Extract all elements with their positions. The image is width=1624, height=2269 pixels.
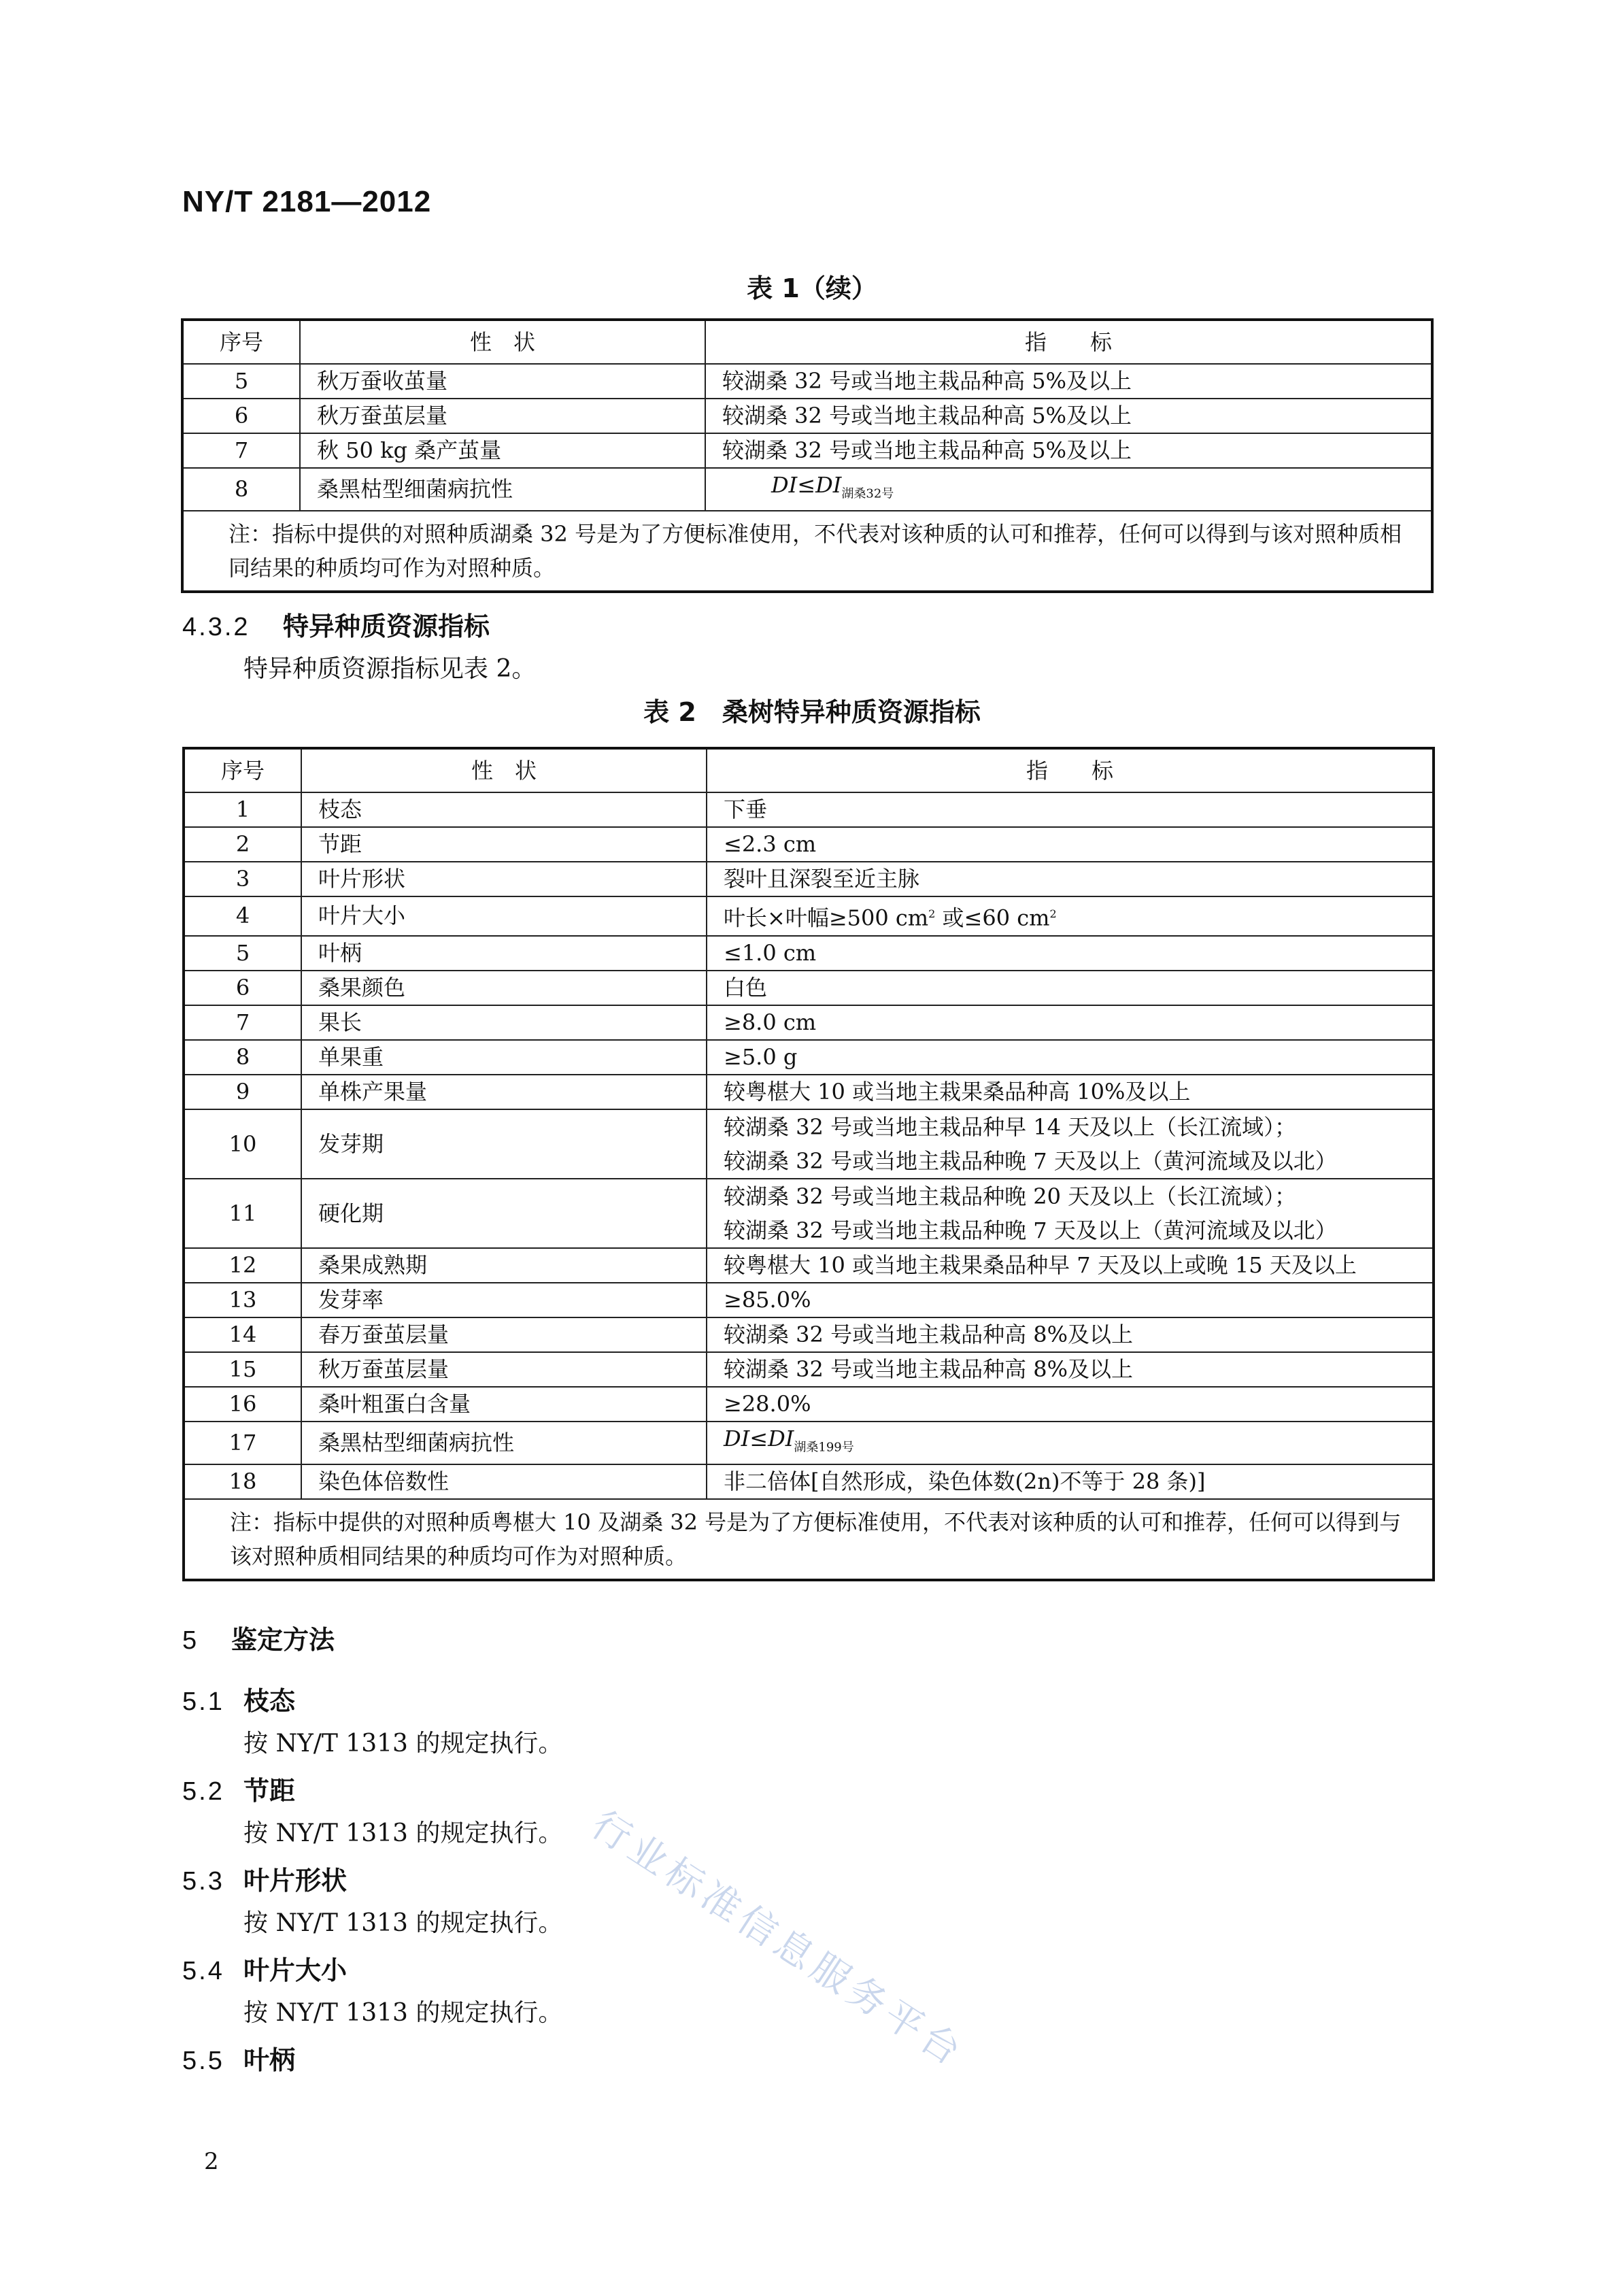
- row-index: ≥5.0 g: [707, 1040, 1434, 1075]
- di-formula: DI≤DI: [724, 1425, 794, 1451]
- row-trait: 秋万蚕收茧量: [300, 364, 705, 399]
- table-row: [184, 792, 1434, 827]
- row-trait: 叶片大小: [301, 896, 707, 936]
- row-trait: 发芽率: [301, 1283, 707, 1317]
- row-index: 较湖桑 32 号或当地主栽品种高 8%及以上: [707, 1317, 1434, 1352]
- row-index: 较湖桑 32 号或当地主栽品种高 8%及以上: [707, 1352, 1434, 1387]
- col-header-index: 指 标: [705, 320, 1432, 364]
- col-header-trait: 性 状: [301, 748, 707, 792]
- row-index: ≥8.0 cm: [707, 1005, 1434, 1040]
- index-line-2: 较湖桑 32 号或当地主栽品种晚 7 天及以上（黄河流域及以北）: [724, 1217, 1337, 1243]
- row-no: 10: [184, 1109, 301, 1179]
- index-line-2: 较湖桑 32 号或当地主栽品种晚 7 天及以上（黄河流域及以北）: [724, 1147, 1337, 1174]
- row-index: 较粤椹大 10 或当地主栽果桑品种早 7 天及以上或晚 15 天及以上: [707, 1248, 1434, 1283]
- table1-note: 注：指标中提供的对照种质湖桑 32 号是为了方便标准使用，不代表对该种质的认可和推荐，任何可以得到与该对照种质相同结果的种质均可作为对照种质。: [182, 511, 1432, 592]
- table2-note: 注：指标中提供的对照种质粤椹大 10 及湖桑 32 号是为了方便标准使用，不代表对该种质的认可和推荐，任何可以得到与该对照种质相同结果的种质均可作为对照种质。: [184, 1499, 1434, 1580]
- row-index: 裂叶且深裂至近主脉: [707, 862, 1434, 896]
- row-trait: 硬化期: [301, 1179, 707, 1248]
- table2-note-row: [184, 1499, 1434, 1580]
- page-number: 2: [204, 2148, 219, 2175]
- subsection-5-5: [182, 2039, 295, 2077]
- row-index: [707, 896, 1434, 936]
- section-4-3-2-text: 特异种质资源指标见表 2。: [243, 655, 537, 683]
- row-no: 7: [182, 433, 300, 468]
- section-title: 鉴定方法: [231, 1626, 335, 1655]
- table-row: [182, 399, 1432, 433]
- row-index: [707, 1422, 1434, 1464]
- row-index: 白色: [707, 971, 1434, 1005]
- table-row: [184, 1040, 1434, 1075]
- row-no: 8: [184, 1040, 301, 1075]
- index-line-1: 较湖桑 32 号或当地主栽品种晚 20 天及以上（长江流域）；: [724, 1183, 1297, 1209]
- row-trait: 桑叶粗蛋白含量: [301, 1387, 707, 1422]
- row-no: 12: [184, 1248, 301, 1283]
- col-header-index: 指 标: [707, 748, 1434, 792]
- row-trait: 桑黑枯型细菌病抗性: [301, 1422, 707, 1464]
- index-line-1: 较湖桑 32 号或当地主栽品种早 14 天及以上（长江流域）；: [724, 1113, 1297, 1140]
- row-no: 18: [184, 1464, 301, 1499]
- table-row: [182, 364, 1432, 399]
- section-number: 5: [182, 1626, 199, 1655]
- row-trait: 单株产果量: [301, 1075, 707, 1109]
- row-index: ≤2.3 cm: [707, 827, 1434, 862]
- subsection-title: 节距: [243, 1777, 296, 1806]
- row-trait: 叶柄: [301, 936, 707, 971]
- row-index: 下垂: [707, 792, 1434, 827]
- row-index: 非二倍体[自然形成，染色体数(2n)不等于 28 条)]: [707, 1464, 1434, 1499]
- table-row: [184, 936, 1434, 971]
- row-no: 6: [182, 399, 300, 433]
- row-no: 5: [182, 364, 300, 399]
- row-no: 11: [184, 1179, 301, 1248]
- subsection-5-2-text: 按 NY/T 1313 的规定执行。: [243, 1819, 563, 1847]
- di-formula: DI≤DI: [771, 472, 842, 498]
- table-row: [184, 1109, 1434, 1179]
- row-trait: 桑果成熟期: [301, 1248, 707, 1283]
- subsection-title: 枝态: [243, 1687, 296, 1716]
- superscript: 2: [1049, 907, 1057, 920]
- row-trait: 叶片形状: [301, 862, 707, 896]
- subsection-5-2: [182, 1770, 295, 1807]
- leaf-size-part-a: 叶长×叶幅≥500 cm: [724, 905, 929, 931]
- table-row: [184, 1075, 1434, 1109]
- row-trait: 秋万蚕茧层量: [300, 399, 705, 433]
- table-row: [182, 468, 1432, 511]
- row-no: 4: [184, 896, 301, 936]
- row-index: 较粤椹大 10 或当地主栽果桑品种高 10%及以上: [707, 1075, 1434, 1109]
- col-header-no: 序号: [182, 320, 300, 364]
- row-no: 15: [184, 1352, 301, 1387]
- row-trait: 桑黑枯型细菌病抗性: [300, 468, 705, 511]
- row-index: 较湖桑 32 号或当地主栽品种高 5%及以上: [705, 433, 1432, 468]
- row-index: [707, 1109, 1434, 1179]
- watermark: 行业标准信息服务平台: [583, 1802, 973, 2077]
- row-index: 较湖桑 32 号或当地主栽品种高 5%及以上: [705, 364, 1432, 399]
- row-no: 2: [184, 827, 301, 862]
- subsection-title: 叶片形状: [243, 1867, 348, 1896]
- section-5: [182, 1619, 335, 1656]
- row-index: ≥85.0%: [707, 1283, 1434, 1317]
- row-trait: 节距: [301, 827, 707, 862]
- section-4-3-2: [182, 605, 490, 643]
- row-index: [707, 1179, 1434, 1248]
- subsection-title: 叶柄: [243, 2047, 296, 2075]
- row-no: 9: [184, 1075, 301, 1109]
- table1: [181, 318, 1434, 593]
- di-subscript: 湖桑32号: [841, 486, 894, 501]
- row-trait: 枝态: [301, 792, 707, 827]
- subsection-5-3-text: 按 NY/T 1313 的规定执行。: [243, 1909, 563, 1937]
- subsection-title: 叶片大小: [243, 1957, 348, 1985]
- row-no: 5: [184, 936, 301, 971]
- subsection-number: 5.2: [182, 1777, 224, 1806]
- row-no: 6: [184, 971, 301, 1005]
- row-no: 16: [184, 1387, 301, 1422]
- subsection-number: 5.3: [182, 1867, 224, 1896]
- table-row: [184, 1005, 1434, 1040]
- table-row: [184, 1352, 1434, 1387]
- table-row: [184, 896, 1434, 936]
- row-trait: 秋万蚕茧层量: [301, 1352, 707, 1387]
- row-index: ≤1.0 cm: [707, 936, 1434, 971]
- row-trait: 春万蚕茧层量: [301, 1317, 707, 1352]
- row-no: 14: [184, 1317, 301, 1352]
- col-header-trait: 性 状: [300, 320, 705, 364]
- di-subscript: 湖桑199号: [794, 1440, 854, 1455]
- row-no: 13: [184, 1283, 301, 1317]
- subsection-5-4-text: 按 NY/T 1313 的规定执行。: [243, 1999, 563, 2027]
- section-title: 特异种质资源指标: [283, 613, 490, 641]
- table-row: [184, 1179, 1434, 1248]
- row-no: 8: [182, 468, 300, 511]
- table1-header-row: [182, 320, 1432, 364]
- table1-caption: 表 1（续）: [747, 273, 877, 303]
- row-index: [705, 468, 1432, 511]
- row-no: 17: [184, 1422, 301, 1464]
- table-row: [184, 1464, 1434, 1499]
- table2-caption: 表 2 桑树特异种质资源指标: [643, 697, 981, 727]
- subsection-5-1-text: 按 NY/T 1313 的规定执行。: [243, 1730, 563, 1758]
- table-row: [184, 1317, 1434, 1352]
- subsection-number: 5.1: [182, 1687, 224, 1716]
- table-row: [184, 1283, 1434, 1317]
- row-trait: 果长: [301, 1005, 707, 1040]
- section-number: 4.3.2: [182, 613, 250, 641]
- row-no: 3: [184, 862, 301, 896]
- table2-header-row: [184, 748, 1434, 792]
- row-trait: 桑果颜色: [301, 971, 707, 1005]
- subsection-number: 5.5: [182, 2047, 224, 2075]
- table-row: [184, 971, 1434, 1005]
- row-no: 7: [184, 1005, 301, 1040]
- table-row: [184, 1248, 1434, 1283]
- table-row: [184, 1387, 1434, 1422]
- subsection-5-4: [182, 1949, 347, 1987]
- row-trait: 发芽期: [301, 1109, 707, 1179]
- table-row: [182, 433, 1432, 468]
- superscript: 2: [928, 907, 936, 920]
- row-no: 1: [184, 792, 301, 827]
- table2: [182, 747, 1435, 1581]
- table-row: [184, 827, 1434, 862]
- subsection-number: 5.4: [182, 1957, 224, 1985]
- table-row: [184, 862, 1434, 896]
- leaf-size-part-b: 或≤60 cm: [935, 905, 1050, 931]
- subsection-5-3: [182, 1860, 347, 1897]
- table1-note-row: [182, 511, 1432, 592]
- standard-code: NY/T 2181—2012: [182, 185, 432, 218]
- subsection-5-1: [182, 1680, 295, 1717]
- row-trait: 秋 50 kg 桑产茧量: [300, 433, 705, 468]
- table-row: [184, 1422, 1434, 1464]
- row-trait: 染色体倍数性: [301, 1464, 707, 1499]
- row-index: ≥28.0%: [707, 1387, 1434, 1422]
- row-index: 较湖桑 32 号或当地主栽品种高 5%及以上: [705, 399, 1432, 433]
- col-header-no: 序号: [184, 748, 301, 792]
- row-trait: 单果重: [301, 1040, 707, 1075]
